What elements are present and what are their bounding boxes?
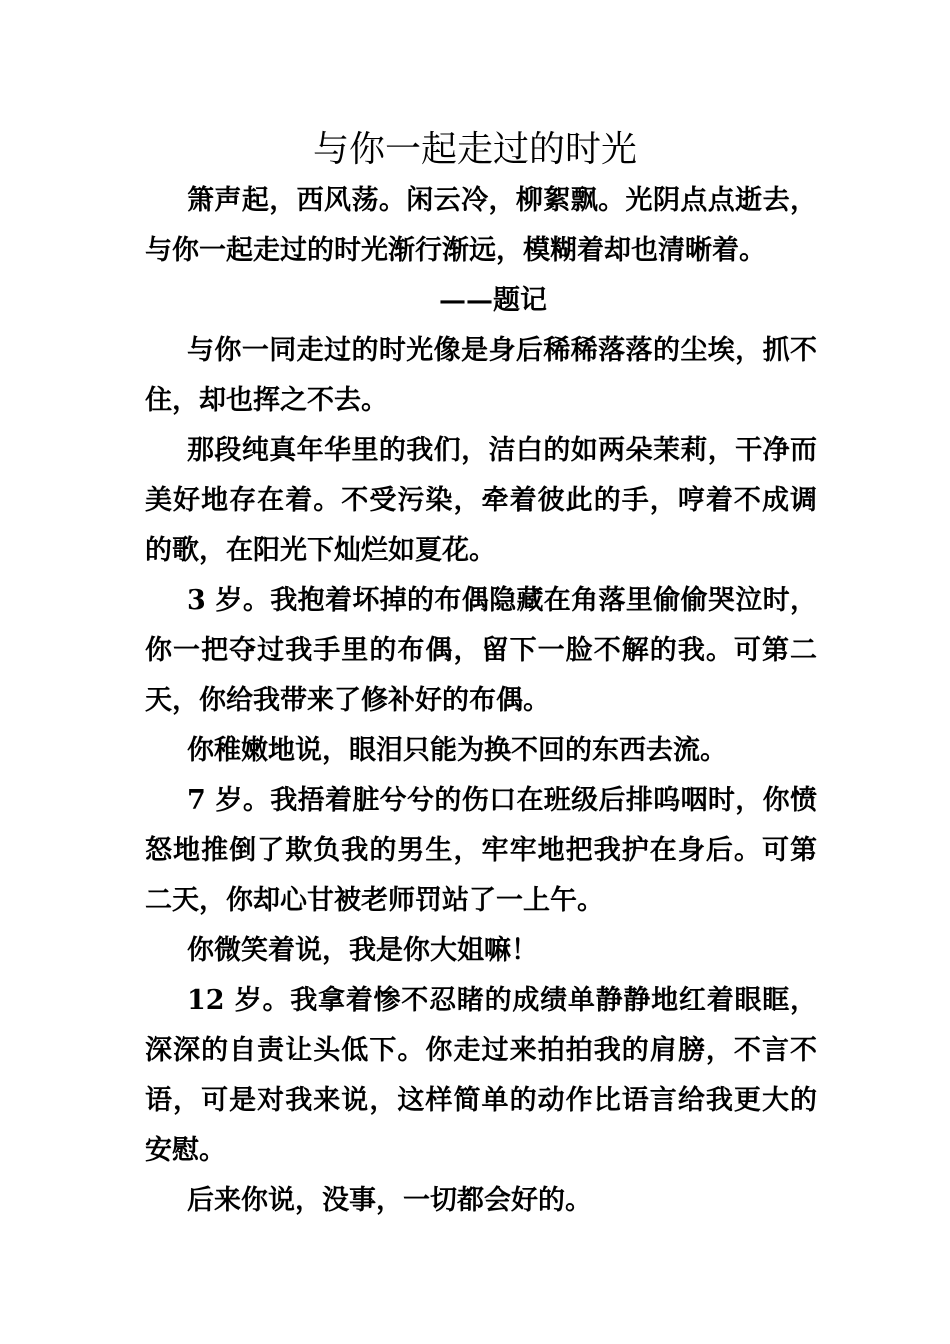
paragraph: 3 岁。我抱着坏掉的布偶隐藏在角落里偷偷哭泣时，你一把夺过我手里的布偶，留下一脸不解的我。可第二天，你给我带来了修补好的布偶。 <box>145 585 817 716</box>
paragraph: 与你一同走过的时光像是身后稀稀落落的尘埃，抓不住，却也挥之不去。 <box>145 335 817 416</box>
document-title: 与你一起走过的时光 <box>312 129 637 170</box>
paragraph: 那段纯真年华里的我们，洁白的如两朵茉莉，干净而美好地存在着。不受污染，牵着彼此的手，哼着不成调的歌，在阳光下灿烂如夏花。 <box>145 435 817 566</box>
document-body <box>145 176 817 1226</box>
paragraph: 你微笑着说，我是你大姐嘛！ <box>187 935 538 966</box>
paragraph: 7 岁。我捂着脏兮兮的伤口在班级后排呜咽时，你愤怒地推倒了欺负我的男生，牢牢地把我护在身后。可第二天，你却心甘被老师罚站了一上午。 <box>145 785 817 916</box>
epigraph-signature: ——题记 <box>439 285 547 316</box>
paragraph: 你稚嫩地说，眼泪只能为换不回的东西去流。 <box>187 735 727 766</box>
paragraph: 后来你说，没事，一切都会好的。 <box>187 1185 592 1216</box>
epigraph: 箫声起，西风荡。闲云冷，柳絮飘。光阴点点逝去，与你一起走过的时光渐行渐远，模糊着却也清晰着。 <box>145 185 817 266</box>
paragraph: 12 岁。我拿着惨不忍睹的成绩单静静地红着眼眶，深深的自责让头低下。你走过来拍拍我的肩膀，不言不语，可是对我来说，这样简单的动作比语言给我更大的安慰。 <box>145 985 817 1166</box>
